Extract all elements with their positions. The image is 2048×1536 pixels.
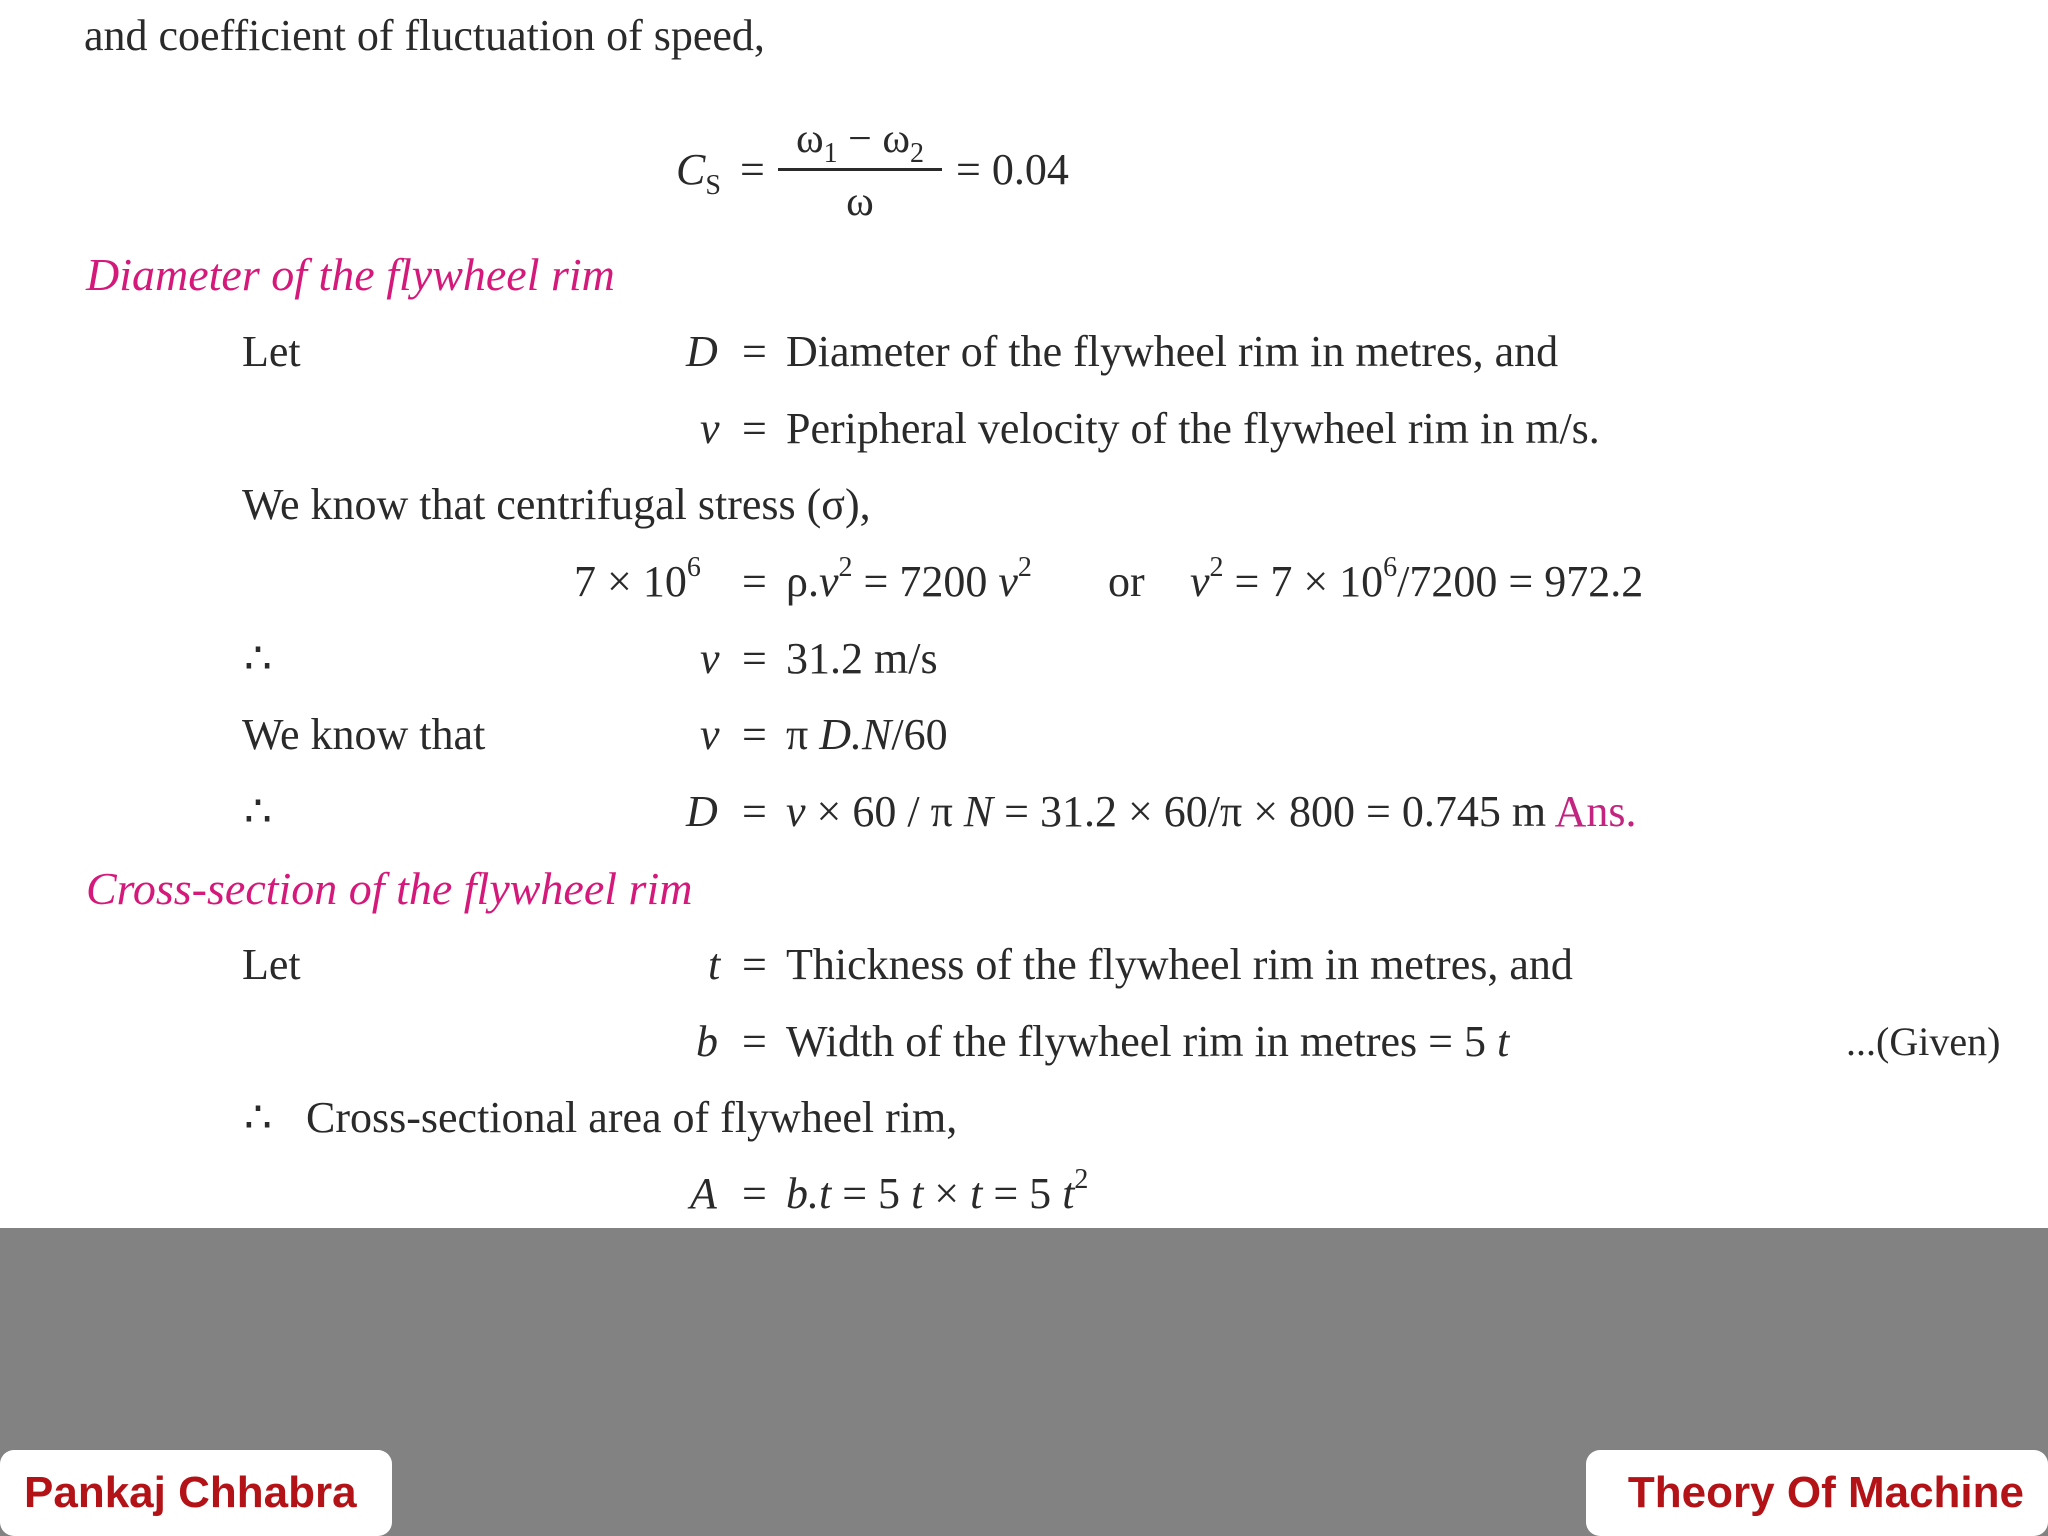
equals-sign: =: [742, 710, 767, 759]
symbol-b: b: [696, 1017, 718, 1066]
equals-sign: =: [742, 1169, 767, 1218]
t-definition: Thickness of the flywheel rim in metres, and: [786, 940, 1573, 989]
therefore-symbol: ∴: [244, 634, 272, 683]
equals-sign: =: [742, 787, 767, 836]
let-label-1: Let: [242, 327, 301, 376]
equals-sign: =: [742, 634, 767, 683]
heading-diameter: Diameter of the flywheel rim: [86, 249, 615, 300]
D-result: v × 60 / π N = 31.2 × 60/π × 800 = 0.745 m Ans.: [786, 787, 1637, 836]
equals-sign: =: [742, 327, 767, 376]
stress-lhs: $7 \times 10^6$: [574, 552, 701, 606]
stress-rhs: $\rho.v^2 = 7200$ $v^2$: [786, 552, 1032, 606]
slide-footer: [0, 1228, 2048, 1536]
v-formula: π D.N/60: [786, 710, 948, 759]
cs-numerator: $\omega_1 - \omega_2$: [778, 118, 942, 171]
symbol-D: D: [686, 327, 718, 376]
author-badge: Pankaj Chhabra: [0, 1450, 392, 1536]
symbol-t: t: [708, 940, 721, 989]
cs-fraction: [778, 118, 942, 223]
v-definition: Peripheral velocity of the flywheel rim in m/s.: [786, 404, 1600, 453]
stress-result: $v^2 = 7 \times 10^6/7200 = 972.2$: [1190, 552, 1644, 606]
equals-sign: =: [742, 940, 767, 989]
heading-cross-section: Cross-section of the flywheel rim: [86, 863, 693, 914]
area-formula: b.t = 5 t × t = 5 $t^2$: [786, 1164, 1089, 1218]
let-label-2: Let: [242, 940, 301, 989]
v-result: 31.2 m/s: [786, 634, 938, 683]
symbol-v: v: [700, 710, 720, 759]
symbol-A: A: [690, 1169, 717, 1218]
equals-sign: =: [742, 404, 767, 453]
symbol-v: v: [700, 404, 720, 453]
equals-sign: =: [742, 1017, 767, 1066]
stress-intro: We know that centrifugal stress (σ),: [242, 480, 871, 529]
cs-equals: =: [740, 145, 765, 194]
cs-result: = 0.04: [956, 145, 1069, 194]
answer-label: Ans.: [1554, 787, 1637, 836]
subject-badge: Theory Of Machine: [1586, 1450, 2048, 1536]
know-that-label: We know that: [242, 710, 486, 759]
b-definition: Width of the flywheel rim in metres = 5 t: [786, 1017, 1510, 1066]
or-word: or: [1108, 557, 1145, 606]
symbol-D: D: [686, 787, 718, 836]
cs-denominator: ω: [846, 179, 874, 225]
therefore-symbol: ∴: [244, 1093, 272, 1142]
intro-line: and coefficient of fluctuation of speed,: [84, 11, 765, 60]
cs-symbol: $C_S$: [676, 145, 721, 201]
D-definition: Diameter of the flywheel rim in metres, and: [786, 327, 1559, 376]
therefore-symbol: ∴: [244, 787, 272, 836]
given-note: ...(Given): [1846, 1019, 2001, 1064]
symbol-v: v: [700, 634, 720, 683]
area-intro: Cross-sectional area of flywheel rim,: [306, 1093, 958, 1142]
equals-sign: =: [742, 557, 767, 606]
